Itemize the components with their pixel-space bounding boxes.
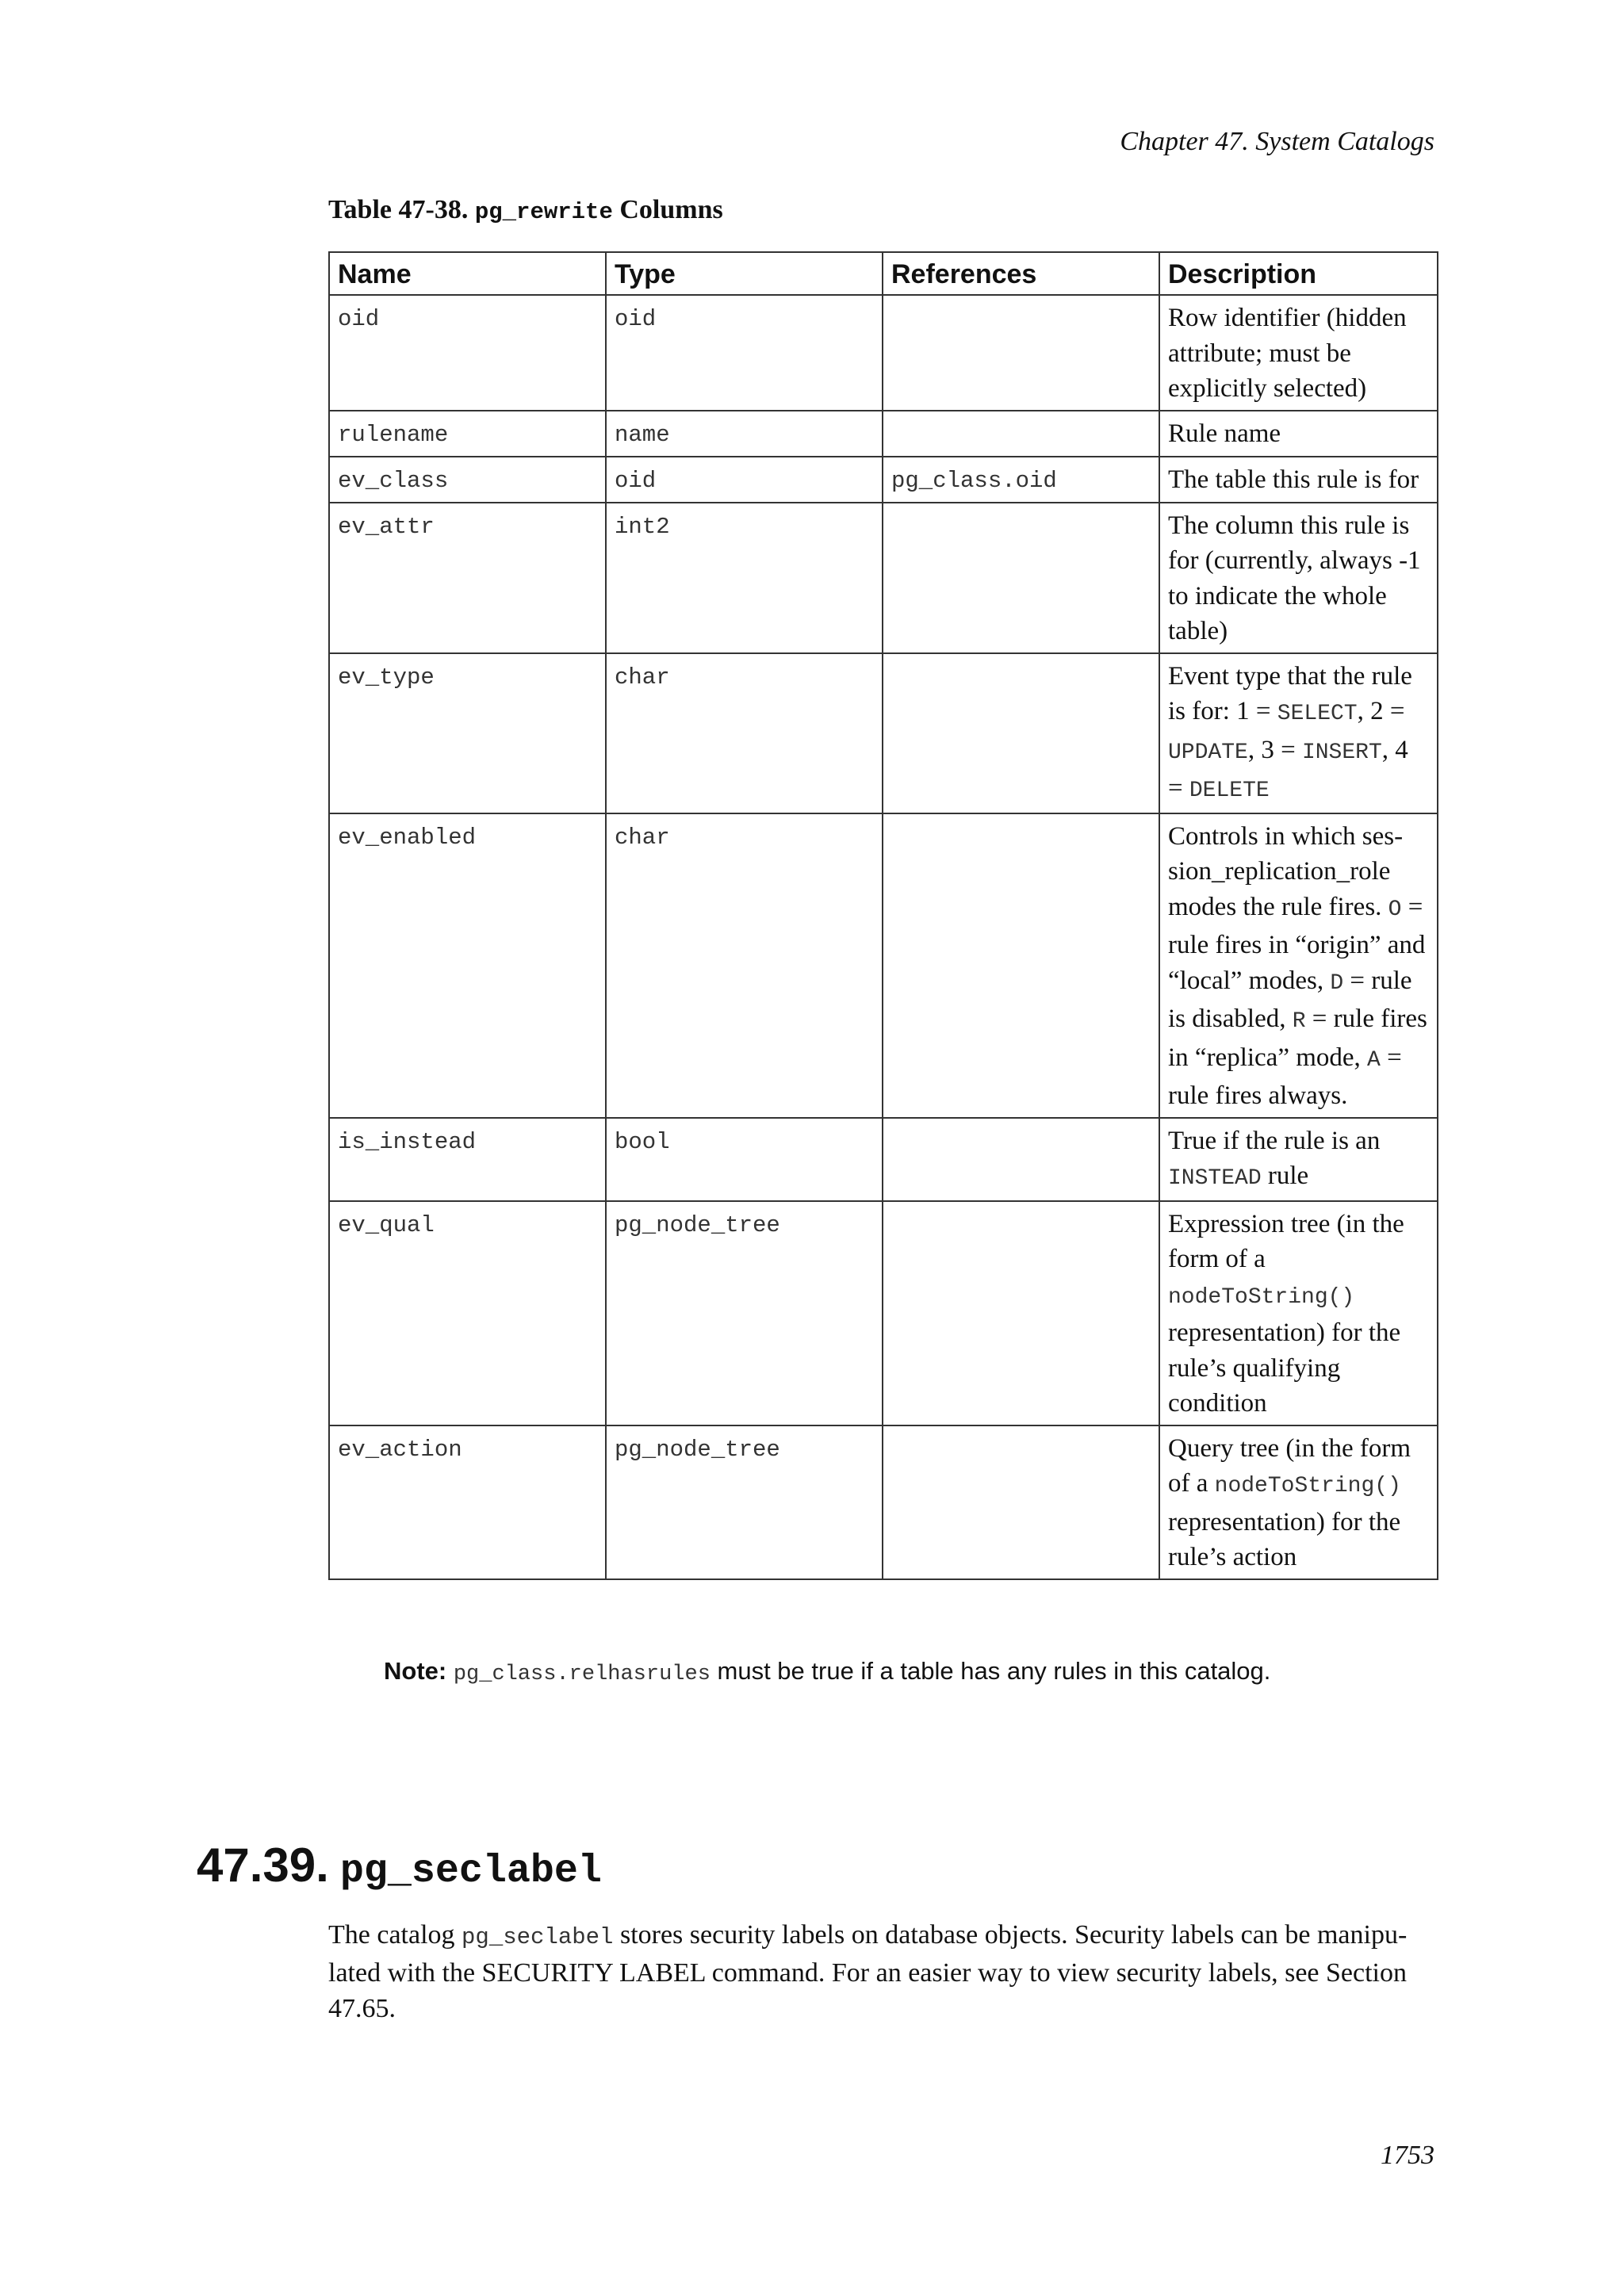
cell-name: oid bbox=[329, 295, 606, 411]
table-row bbox=[329, 1118, 1438, 1201]
text-run: True if the rule is an bbox=[1168, 1126, 1381, 1155]
cell-description bbox=[1159, 457, 1438, 503]
note-code: pg_class.relhasrules bbox=[453, 1663, 710, 1686]
cell-name: is_instead bbox=[329, 1118, 606, 1201]
note-label: Note: bbox=[384, 1657, 447, 1685]
cell-type: bool bbox=[606, 1118, 883, 1201]
text-run: = rule fires always. bbox=[1168, 1043, 1402, 1110]
cell-references bbox=[883, 503, 1159, 653]
cell-description bbox=[1159, 813, 1438, 1118]
inline-code: UPDATE bbox=[1168, 740, 1248, 765]
section-heading bbox=[197, 1838, 602, 1894]
inline-code: SELECT bbox=[1277, 702, 1358, 726]
table-caption bbox=[328, 195, 723, 225]
note-text: must be true if a table has any rules in this catalog. bbox=[710, 1657, 1271, 1685]
text-run: stores security labels on database objects. Security labels can be manipulated with the SECURITY LABEL command. For an easier way to view security labels, see Section 47.65. bbox=[328, 1920, 1408, 2023]
cell-name: ev_action bbox=[329, 1425, 606, 1579]
cell-name: ev_type bbox=[329, 653, 606, 813]
table-row bbox=[329, 295, 1438, 411]
text-run: Query tree (in the form of a bbox=[1168, 1433, 1411, 1498]
table-caption-suffix: Columns bbox=[619, 195, 723, 224]
section-title: pg_seclabel bbox=[339, 1849, 602, 1894]
table-row bbox=[329, 1201, 1438, 1425]
text-run: , 2 = bbox=[1357, 697, 1405, 725]
inline-code: DELETE bbox=[1189, 779, 1270, 803]
table-row bbox=[329, 653, 1438, 813]
running-head: Chapter 47. System Catalogs bbox=[1120, 127, 1434, 156]
section-number: 47.39. bbox=[197, 1839, 329, 1892]
inline-code: nodeToString() bbox=[1214, 1474, 1401, 1498]
table-caption-code: pg_rewrite bbox=[474, 199, 613, 225]
cell-references bbox=[883, 295, 1159, 411]
text-run: = rule fires in “origin” and “local” modes, bbox=[1168, 892, 1426, 995]
column-header-name: Name bbox=[329, 252, 606, 295]
cell-type: int2 bbox=[606, 503, 883, 653]
cell-description bbox=[1159, 1425, 1438, 1579]
text-run: The catalog bbox=[328, 1920, 462, 1950]
cell-references bbox=[883, 411, 1159, 457]
cell-type: name bbox=[606, 411, 883, 457]
cell-references bbox=[883, 1425, 1159, 1579]
table-row bbox=[329, 457, 1438, 503]
cell-description bbox=[1159, 503, 1438, 653]
column-header-references: References bbox=[883, 252, 1159, 295]
inline-code: A bbox=[1367, 1047, 1381, 1073]
section-paragraph bbox=[328, 1917, 1437, 2026]
table-row bbox=[329, 1425, 1438, 1579]
note bbox=[384, 1657, 1270, 1686]
text-run: , 4 = bbox=[1168, 735, 1408, 802]
cell-name: ev_attr bbox=[329, 503, 606, 653]
table-caption-prefix: Table 47-38. bbox=[328, 195, 469, 224]
cell-references bbox=[883, 813, 1159, 1118]
text-run: representation) for the rule’s action bbox=[1168, 1507, 1401, 1571]
cell-references bbox=[883, 653, 1159, 813]
inline-code: INSERT bbox=[1301, 740, 1382, 765]
text-run: representation) for the rule’s qualifying condition bbox=[1168, 1318, 1401, 1418]
cell-description bbox=[1159, 1201, 1438, 1425]
cell-references bbox=[883, 1201, 1159, 1425]
cell-name: ev_qual bbox=[329, 1201, 606, 1425]
inline-code: D bbox=[1330, 970, 1344, 996]
text-run: , 3 = bbox=[1247, 735, 1302, 764]
text-run: Controls in which session_replication_role modes the rule fires. bbox=[1168, 821, 1404, 921]
text-run: rule bbox=[1261, 1161, 1309, 1190]
table-row bbox=[329, 503, 1438, 653]
cell-description bbox=[1159, 411, 1438, 457]
cell-type: oid bbox=[606, 457, 883, 503]
text-run: Row identifier (hidden attribute; must be explicitly selected) bbox=[1168, 304, 1407, 403]
column-header-description: Description bbox=[1159, 252, 1438, 295]
text-run: Event type that the rule is for: 1 = bbox=[1168, 661, 1412, 725]
text-run: = rule fires in “replica” mode, bbox=[1168, 1004, 1427, 1072]
column-header-type: Type bbox=[606, 252, 883, 295]
cell-type: char bbox=[606, 653, 883, 813]
cell-references: pg_class.oid bbox=[883, 457, 1159, 503]
table-header-row bbox=[329, 252, 1438, 295]
cell-name: ev_enabled bbox=[329, 813, 606, 1118]
text-run: The column this rule is for (currently, always -1 to indicate the whole table) bbox=[1168, 511, 1421, 645]
inline-code: nodeToString() bbox=[1168, 1284, 1355, 1310]
cell-type: pg_node_tree bbox=[606, 1201, 883, 1425]
inline-code: pg_seclabel bbox=[462, 1924, 614, 1950]
cell-type: oid bbox=[606, 295, 883, 411]
table-row bbox=[329, 813, 1438, 1118]
cell-type: char bbox=[606, 813, 883, 1118]
text-run: = rule is disabled, bbox=[1168, 966, 1412, 1033]
cell-type: pg_node_tree bbox=[606, 1425, 883, 1579]
cell-description bbox=[1159, 1118, 1438, 1201]
page-number: 1753 bbox=[1381, 2141, 1434, 2170]
cell-description bbox=[1159, 653, 1438, 813]
inline-code: R bbox=[1292, 1009, 1306, 1034]
text-run: The table this rule is for bbox=[1168, 465, 1419, 494]
text-run: Expression tree (in the form of a bbox=[1168, 1209, 1404, 1273]
cell-name: rulename bbox=[329, 411, 606, 457]
table-row bbox=[329, 411, 1438, 457]
pg-rewrite-columns-table bbox=[328, 251, 1438, 1580]
inline-code: O bbox=[1388, 897, 1402, 922]
inline-code: INSTEAD bbox=[1168, 1166, 1262, 1191]
text-run: Rule name bbox=[1168, 419, 1281, 448]
cell-description bbox=[1159, 295, 1438, 411]
cell-name: ev_class bbox=[329, 457, 606, 503]
table-body bbox=[329, 295, 1438, 1579]
cell-references bbox=[883, 1118, 1159, 1201]
